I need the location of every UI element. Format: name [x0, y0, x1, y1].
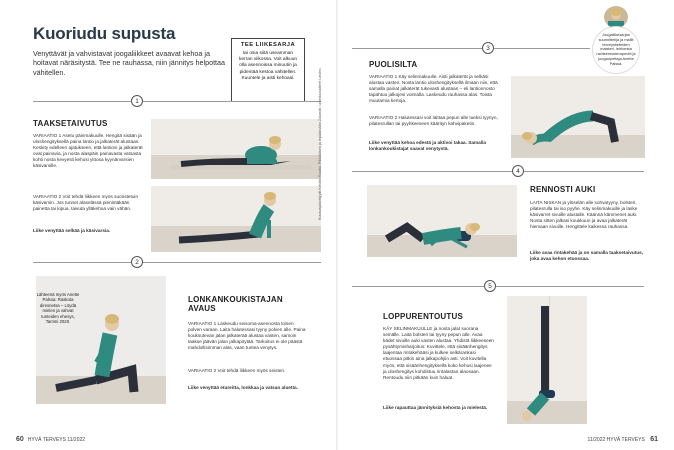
photo-credit-vertical: Kuvauspäivätyylit Kristiin Rautio. Pikkiläisen ja lepäämään Zalandir, urheiluvaatteet Lindex. — [318, 67, 322, 220]
section-2-variant-2: VARIAATIO 2 Voit tehdä liikkeen myös seisten. — [188, 368, 286, 373]
author-note: Joogaliikesarjan suunnittelija ja mallit terveystieteiden maisteri, lehtoesta ravitsemusterapeutti ja joogaopettaja Anette Palssa. — [592, 26, 640, 74]
page-number-right: 61 — [650, 436, 658, 443]
divider-line — [352, 286, 484, 287]
section-4-note: Liike avaa rintakehää ja on samalla taaksetaivutus, joka avaa kehon etuossaa. — [530, 250, 644, 262]
book-credit-caption: Lähteenä myös Anette Palssa: Raskota diresnetsa – Löydä mielen ja vahvat tunteiden ehesys, Tammi 2020. — [36, 292, 80, 325]
section-5-variant-1: KÄY SELINMAKUULLE ja nosta jalat suorana seinälle. Laita bolsteri tai tyyny pepun alle. Avaa kädet sivuille auki vasten alustaa. Yhdistä liikkeeseen pysähtymisharjoitus: Kuvittele, että sisäänhengitys laajentaa rintakehääsi ja kulkee selkärankasi etuossaa pitkin aina jalkapohjiin asti. Voit kuvitella myös, että sisäänhengityksellä koko kehosi laajenee ja uloshengitys kohdistuu rintalastan alaosaan. Rentoudu niin pitkään kuin haluat. — [383, 326, 494, 380]
section-3-note: Liike venyttää kehoa edestä ja aktivoi takaa. Samalla lonkankoukistajat saavat venytystä. — [369, 140, 486, 152]
section-number-4: 4 — [512, 165, 524, 177]
section-3-variant-1: VARIAATIO 1 Käy selinmakuulle. Aisti jalkaterät ja selkäsi alustaa vasten. Nosta lantio uloshengityksellä ilmaan niin, että samalla painat jalkaterät tukevasti alustaan – eli lantionnosto tapahtuu jalkojesi voimalla. Laskeudu rauhassa alas. Toista muutamia kertoja. — [369, 74, 498, 104]
section-number-3: 3 — [482, 42, 494, 54]
section-3-variant-2: VARIAATIO 2 Halutessasi voit laittaa pepun alle tueksi tyynyn, pilatesrullan tai pyyhkeeseen käärityn kahvipaketin. — [369, 115, 498, 127]
photo-sphinx-pose — [151, 119, 321, 179]
tip-box-body: tai osia siitä useamman kerran viikossa. Voit alkuun olla asennoissa minuutin ja pidentää kestoa vähitellen. Kuuntele ja aisti kehoasi. — [238, 51, 298, 81]
divider-line — [496, 286, 644, 287]
divider-line — [352, 48, 482, 49]
page-number-left: 60 — [16, 436, 24, 443]
photo-bridge-pose — [511, 76, 645, 158]
section-number-5: 5 — [484, 280, 496, 292]
photo-open-chest-pose — [367, 185, 517, 257]
divider-line — [33, 262, 131, 263]
section-4-variant-1: LAITA NISKAN ja ylöselän alle sohvatyyny, bolsteri, pilatesrulla tai iso pyyhe. Käy selinmakuulle ja laske käsivarret sivuille alustalle. Käännä kämmenet auki. Nosta sitten jalkasi koukkuun ja avaa jalkaterät hiemaan sivuille. Hengittele kaikessa rauhassa. — [530, 200, 638, 230]
lead-paragraph: Venyttävät ja vahvistavat joogaliikkeet avaavat kehoa ja hoitavat näräsitystä. Tee ne rauhassa, niin jännitys helpottaa vähitellen. — [33, 49, 226, 77]
folio-text-right: 11/2022 HYVÄ TERVEYS — [587, 437, 645, 443]
section-1-variant-2: VARIAATIO 2 Voit tehdä liikkeen myös suoristetuin käsivarsin. Jos tunnet alaselässä pienintäkään painetta tai kipua, taivuta ylläkehoa vain vähän. — [33, 194, 139, 212]
divider-line — [143, 101, 321, 102]
section-2-variant-1: VARIAATIO 1 Laskeudu seisoma-asennosta toisen polven varaan. Laita halutessasi tyyny polven alle. Paina kouksutevan jalan jalkaterää alustaa vasten, samoin taakse jäävän jalan jalkapöytää. Tarkoitus ei ole päästä mahdollisimman alas, vaan tuntea venytys. — [188, 321, 306, 351]
divider-line — [494, 48, 590, 49]
section-2-note: Liike venyttää etureitta, lonkkaa ja vatsan aluetta. — [188, 385, 298, 390]
photo-cobra-pose — [151, 186, 321, 252]
photo-legs-up-wall-pose — [507, 296, 587, 424]
section-5-note: Liike rapauttaa jännityksiä kehosta ja mielestä. — [383, 405, 488, 410]
section-title-3: PUOLISILTA — [369, 60, 418, 69]
section-title-5: LOPPURENTOUTUS — [383, 312, 463, 321]
folio-left — [16, 436, 85, 443]
section-title-4: RENNOSTI AUKI — [530, 185, 596, 194]
section-title-2: LONKANKOUKISTAJAN AVAUS — [188, 295, 283, 313]
section-number-2: 2 — [131, 256, 143, 268]
tip-box-heading: TEE LIIKESARJA — [240, 42, 296, 48]
divider-line — [352, 171, 512, 172]
section-1-note: Liike venyttää selkää ja käsivarsia. — [33, 228, 111, 233]
divider-line — [524, 171, 644, 172]
page-fold — [336, 0, 338, 450]
tip-box — [231, 38, 305, 102]
section-title-1: TAAKSETAIVUTUS — [33, 119, 108, 128]
folio-right — [588, 436, 658, 443]
divider-line — [143, 262, 321, 263]
author-avatar — [604, 6, 628, 28]
page-title: Kuoriudu supusta — [33, 24, 176, 43]
section-1-variant-1: VARIAATIO 1 Asetu päinmakuulle. Hengitä sisään ja uloshengityksellä paina lantio ja jalkaterät alustaan. Keskity edelleen ajatukseen, että lantiosi ja jalkaterät ovat painavia, ja nosta alaspäin painavasta vatsasta kohti nosta kevyesti kehosi ylöosa kyynärvarsien käsivarsille. — [33, 133, 143, 169]
section-number-1: 1 — [131, 95, 143, 107]
folio-text-left: HYVÄ TERVEYS 11/2022 — [27, 437, 86, 443]
divider-line — [33, 101, 131, 102]
